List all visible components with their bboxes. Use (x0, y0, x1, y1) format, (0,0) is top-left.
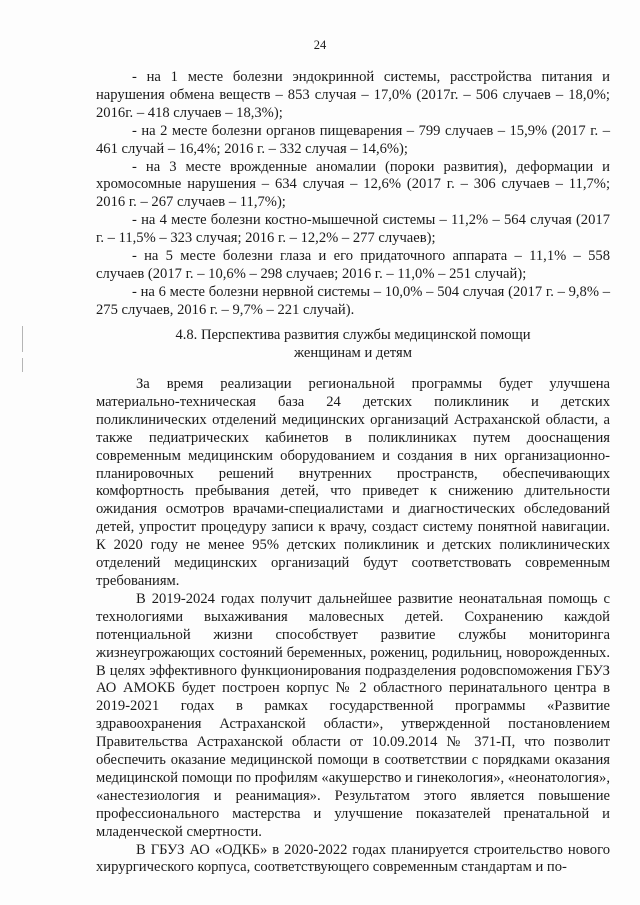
page-number: 24 (313, 38, 327, 52)
section-heading (96, 326, 610, 362)
list-item: - на 5 месте болезни глаза и его придаточного аппарата – 11,1% – 558 случаев (2017 г. – 10,6% – 298 случаев; 2016 г. – 11,0% – 251 случай); (96, 248, 610, 282)
disease-ranking-list (96, 69, 610, 320)
margin-mark (22, 358, 23, 372)
section-heading-line: женщинам и детям (294, 345, 412, 361)
list-item: - на 1 месте болезни эндокринной системы, расстройства питания и нарушения обмена веществ – 853 случая – 17,0% (2017г. – 506 случаев – 18,0%; 2016г. – 418 случаев – 18,3%); (96, 69, 610, 121)
list-item: - на 3 месте врожденные аномалии (пороки развития), деформации и хромосомные нарушения – 634 случая – 12,6% (2017 г. – 306 случаев – 11,7%; 2016 г. – 267 случаев – 11,7%); (96, 158, 610, 211)
list-item: - на 6 месте болезни нервной системы – 10,0% – 504 случая (2017 г. – 9,8% – 275 случаев, 2016 г. – 9,7% – 221 случай). (96, 283, 610, 318)
list-item: - на 4 месте болезни костно-мышечной системы – 11,2% – 564 случая (2017 г. – 11,5% – 323 случая; 2016 г. – 12,2% – 277 случаев); (96, 212, 610, 247)
section-body (96, 376, 610, 877)
section-heading-line: 4.8. Перспектива развития службы медицинской помощи (175, 327, 531, 343)
list-item: - на 2 месте болезни органов пищеварения – 799 случаев – 15,9% (2017 г. – 461 случай – 16,4%; 2016 г. – 332 случая – 14,6%); (96, 122, 610, 157)
body-paragraph: За время реализации региональной программы будет улучшена материально-техническая база 24 детских поликлиник и детских поликлинических отделений медицинских организаций Астраханской области, а также педиатрических кабинетов в поликлиниках путем дооснащения современным медицинским оборудованием и создания в них организационно-планировочных решений внутренних пространств, обеспечивающих комфортность пребывания детей, что приведет к снижению длительности ожидания осмотров врачами-специалистами и диагностических обследований детей, упростит процедуру записи к врачу, создаст систему понятной навигации. К 2020 году не менее 95% детских поликлиник и детских поликлинических отделений медицинских организаций будут соответствовать современным требованиям. (96, 376, 610, 589)
body-paragraph: В 2019-2024 годах получит дальнейшее развитие неонатальная помощь с технологиями выхаживания маловесных детей. Сохранению каждой потенциальной жизни способствует развитие службы мониторинга жизнеугрожающих состояний беременных, рожениц, родильниц, новорожденных. В целях эффективного функционирования подразделения родовспоможения ГБУЗ АО АМОКБ будет построен корпус № 2 областного перинатального центра в 2019-2021 годах в рамках государственной программы «Развитие здравоохранения Астраханской области», утвержденной постановлением Правительства Астраханской области от 10.09.2014 № 371-П, что позволит обеспечить оказание медицинской помощи в соответствии с порядками оказания медицинской помощи по профилям «акушерство и гинекология», «неонатология», «анестезиология и реанимация». Результатом этого является повышение профессионального мастерства и улучшение показателей пренатальной и младенческой смертности. (96, 590, 610, 840)
body-paragraph: В ГБУЗ АО «ОДКБ» в 2020-2022 годах планируется строительство нового хирургического корпуса, соответствующего современным стандартам и по- (96, 841, 610, 876)
margin-mark (22, 326, 23, 352)
